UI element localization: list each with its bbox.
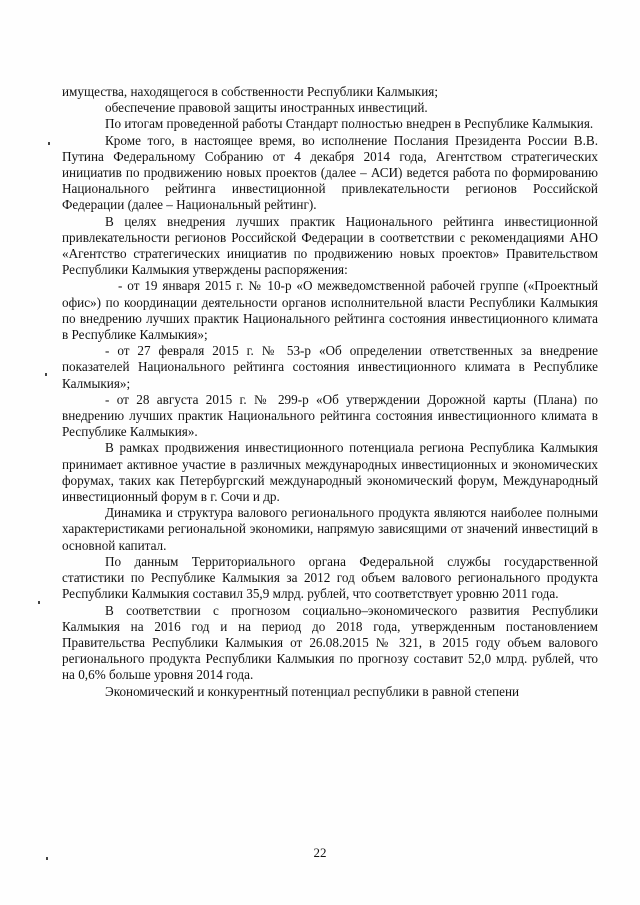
- body-text: [62, 84, 598, 700]
- paragraph: В рамках продвижения инвестиционного потенциала региона Республика Калмыкия принимает активное участие в различных международных инвестиционных и экономических форумах, таких как Петербургский международный экономический форум, Международный инвестиционный форум в г. Сочи и др.: [62, 440, 598, 505]
- paragraph: По итогам проведенной работы Стандарт полностью внедрен в Республике Калмыкия.: [105, 116, 594, 132]
- list-item: - от 28 августа 2015 г. № 299-р «Об утверждении Дорожной карты (Плана) по внедрению лучших практик Национального рейтинга состояния инвестиционного климата в Республике Калмыкия».: [62, 391, 598, 440]
- scan-speck: [45, 373, 47, 376]
- paragraph: В целях внедрения лучших практик Национального рейтинга инвестиционной привлекательности регионов Российской Федерации в соответствии с рекомендациями АНО «Агентство стратегических инициатив по продвижению новых проектов» Правительством Республики Калмыкия утверждены распоряжения:: [62, 213, 598, 278]
- paragraph: обеспечение правовой защиты иностранных инвестиций.: [105, 100, 428, 116]
- scan-speck: [46, 857, 48, 860]
- paragraph: Динамика и структура валового регионального продукта являются наиболее полными характеристиками региональной экономики, напрямую зависящими от значений инвестиций в основной капитал.: [62, 505, 598, 553]
- paragraph: По данным Территориального органа Федеральной службы государственной статистики по Республике Калмыкия за 2012 год объем валового регионального продукта Республики Калмыкия составил 35,9 млрд. рублей, что соответствует уровню 2011 года.: [62, 553, 598, 602]
- paragraph: Экономический и конкурентный потенциал республики в равной степени: [105, 683, 520, 699]
- scan-speck: [48, 142, 50, 145]
- paragraph: Кроме того, в настоящее время, во исполнение Послания Президента России В.В. Путина Федеральному Собранию от 4 декабря 2014 года, Агентством стратегических инициатив по продвижению новых проектов (далее – АСИ) ведется работа по формированию Национального рейтинга инвестиционной привлекательности регионов Российской Федерации (далее – Национальный рейтинг).: [62, 132, 598, 213]
- paragraph: имущества, находящегося в собственности Республики Калмыкия;: [62, 84, 438, 99]
- list-item: - от 27 февраля 2015 г. № 53-р «Об определении ответственных за внедрение показателей Национального рейтинга состояния инвестиционного климата в Республике Калмыкия»;: [62, 343, 598, 391]
- scan-speck: [38, 601, 40, 604]
- page-number: 22: [313, 845, 327, 860]
- list-item: - от 19 января 2015 г. № 10-р «О межведомственной рабочей группе («Проектный офис») по координации деятельности органов исполнительной власти Республики Калмыкия по внедрению лучших практик Национального рейтинга состояния инвестиционного климата в Республике Калмыкия»;: [62, 278, 598, 343]
- paragraph: В соответствии с прогнозом социально–экономического развития Республики Калмыкия на 2016 год и на период до 2018 года, утвержденным постановлением Правительства Республики Калмыкия от 26.08.2015 № 321, в 2015 году объем валового регионального продукта Республики Калмыкия по прогнозу составит 52,0 млрд. рублей, что на 0,6% больше уровня 2014 года.: [62, 602, 598, 683]
